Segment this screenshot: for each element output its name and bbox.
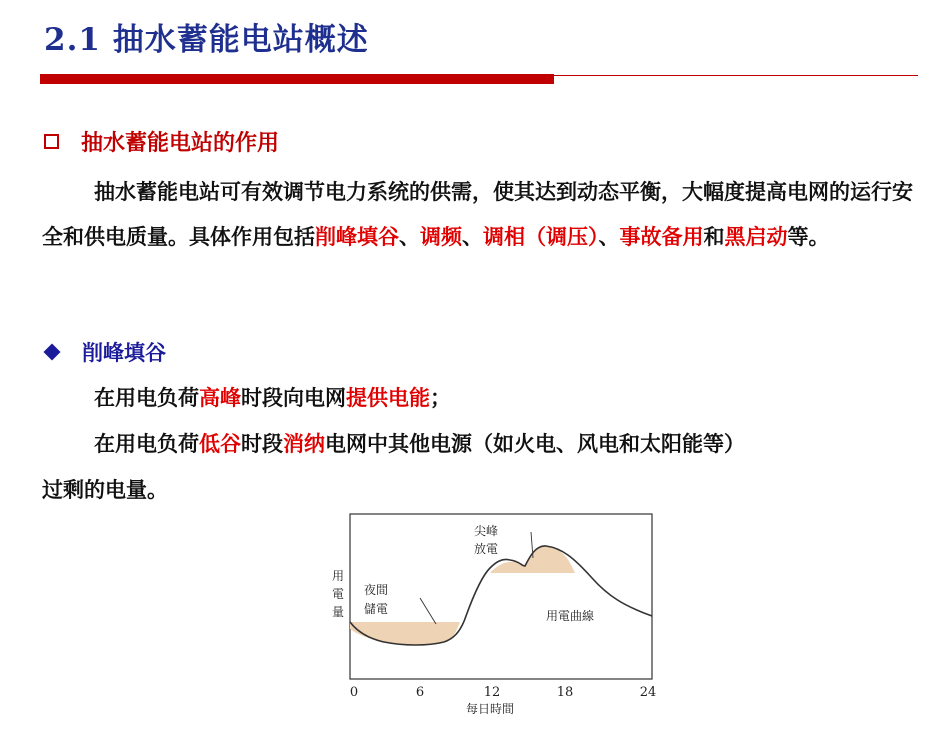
peak-label: 尖峰 bbox=[474, 524, 499, 538]
section-heading-label: 抽水蓄能电站的作用 bbox=[81, 131, 280, 156]
line-text: 电网中其他电源（如火电、风电和太阳能等） bbox=[325, 432, 745, 456]
line-text: 在用电负荷 bbox=[94, 432, 199, 456]
valley-leader bbox=[420, 598, 436, 624]
para-highlight: 黑启动 bbox=[724, 225, 788, 249]
peak-label: 放電 bbox=[474, 542, 499, 556]
y-axis-label: 量 bbox=[331, 605, 345, 619]
bullet-heading bbox=[46, 337, 166, 367]
para-highlight: 调频 bbox=[420, 225, 462, 249]
para-text: 、 bbox=[399, 225, 420, 249]
x-tick-label: 0 bbox=[349, 685, 359, 700]
x-tick-label: 24 bbox=[639, 685, 657, 700]
para-text: 和 bbox=[703, 225, 725, 249]
x-axis-label: 每日時間 bbox=[465, 702, 515, 716]
title-underline-thick bbox=[40, 74, 554, 84]
line-text: 时段 bbox=[241, 432, 283, 456]
intro-paragraph bbox=[42, 170, 922, 260]
valley-label: 夜間 bbox=[364, 583, 389, 597]
para-highlight: 事故备用 bbox=[619, 225, 704, 249]
title-underline-thin bbox=[554, 75, 918, 76]
line-highlight: 高峰 bbox=[199, 386, 241, 410]
line-text: 在用电负荷 bbox=[94, 386, 199, 410]
x-tick-label: 18 bbox=[556, 685, 574, 700]
x-tick-label: 12 bbox=[483, 685, 501, 700]
line-highlight: 低谷 bbox=[199, 432, 241, 456]
y-axis-label: 用 bbox=[331, 569, 345, 583]
x-tick-label: 6 bbox=[415, 685, 425, 700]
section-heading bbox=[44, 126, 279, 157]
valley-line bbox=[94, 428, 745, 458]
para-highlight: 削峰填谷 bbox=[315, 225, 399, 249]
y-axis-label: 電 bbox=[331, 587, 345, 601]
peak-line bbox=[94, 382, 451, 412]
para-text: 、 bbox=[462, 225, 483, 249]
curve-label: 用電曲線 bbox=[546, 609, 595, 623]
line-text: 时段向电网 bbox=[241, 386, 346, 410]
line-highlight: 消纳 bbox=[283, 432, 325, 456]
diamond-bullet-icon bbox=[44, 344, 61, 361]
page-title: 2.1 抽水蓄能电站概述 bbox=[44, 22, 369, 58]
valley-line-cont: 过剩的电量。 bbox=[42, 478, 168, 502]
square-bullet-icon bbox=[44, 134, 59, 149]
load-curve-figure bbox=[324, 506, 661, 719]
para-text: 、 bbox=[598, 225, 620, 249]
plot-frame bbox=[350, 514, 652, 679]
para-text: 抽水蓄能电站可有效调节电力系统的供需，使其达到动态平衡，大幅度提高电网的运行安全和供电质量。具体作用包括 bbox=[42, 180, 913, 249]
para-highlight: 调相（调压） bbox=[483, 225, 599, 249]
bullet-heading-label: 削峰填谷 bbox=[82, 341, 166, 365]
valley-label: 儲電 bbox=[364, 602, 389, 616]
para-text: 等。 bbox=[787, 225, 830, 249]
line-text: ； bbox=[430, 386, 451, 410]
line-highlight: 提供电能 bbox=[346, 386, 430, 410]
